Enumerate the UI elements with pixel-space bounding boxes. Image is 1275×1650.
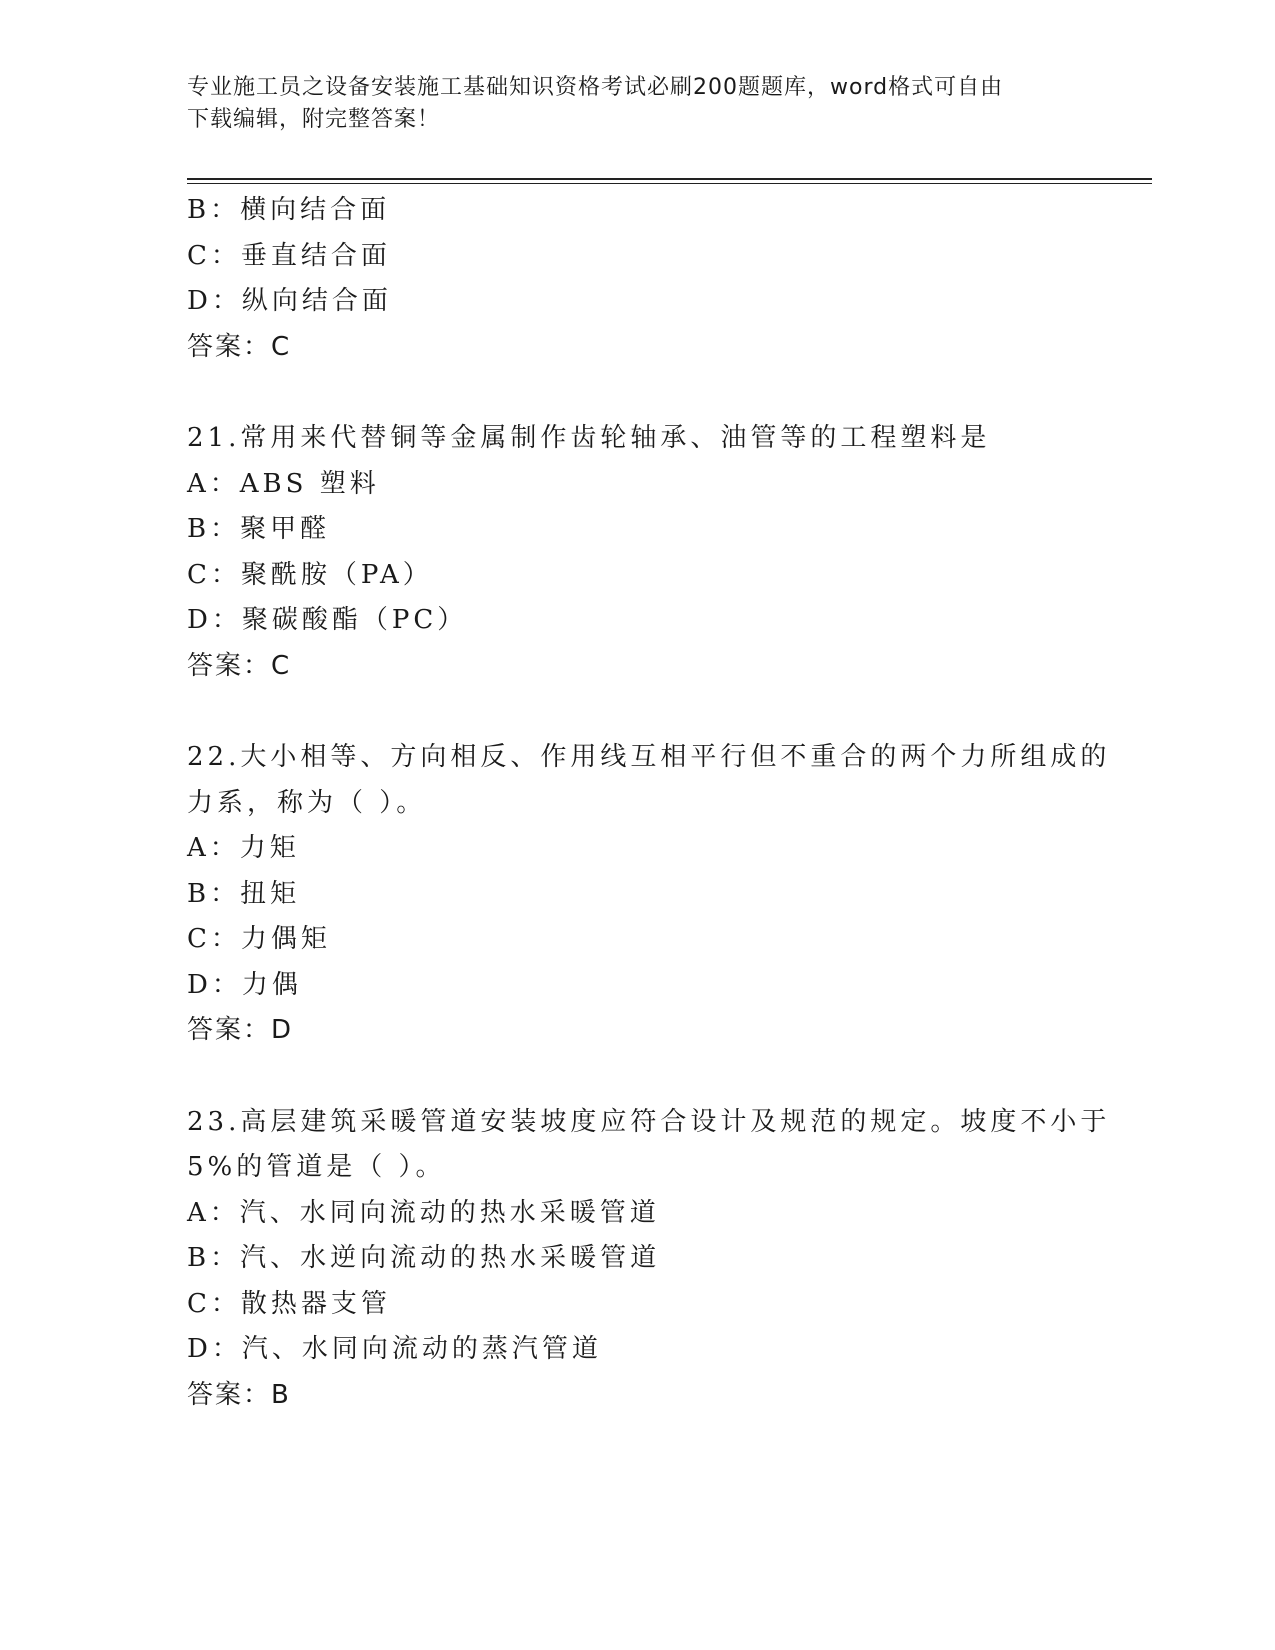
option-c: C：散热器支管 [187, 1288, 391, 1319]
question-stem: 22.大小相等、方向相反、作用线互相平行但不重合的两个力所组成的 [187, 742, 1111, 772]
question-stem: 23.高层建筑采暖管道安装坡度应符合设计及规范的规定。坡度不小于 [187, 1106, 1111, 1137]
question-22 [187, 735, 1111, 1054]
option-d: D：纵向结合面 [187, 286, 392, 316]
question-stem: 21.常用来代替铜等金属制作齿轮轴承、油管等的工程塑料是 [187, 423, 991, 453]
option-a: A：ABS 塑料 [187, 468, 380, 499]
answer-line: 答案：C [187, 650, 292, 681]
option-a: A：汽、水同向流动的热水采暖管道 [187, 1197, 660, 1228]
option-c: C：垂直结合面 [187, 240, 391, 271]
answer-line: 答案：D [187, 1015, 294, 1045]
question-23 [187, 1100, 1111, 1419]
option-a: A：力矩 [187, 833, 300, 863]
question-content [187, 188, 1111, 1418]
option-c: C：聚酰胺（PA） [187, 559, 433, 590]
option-d: D：聚碳酸酯（PC） [187, 605, 468, 635]
header-divider-thin [187, 183, 1152, 184]
previous-question-block [187, 188, 1087, 370]
question-21 [187, 416, 1087, 689]
header-line-2: 下载编辑，附完整答案！ [187, 107, 441, 132]
question-stem-continued: 力系，称为（ ）。 [187, 787, 427, 818]
option-c: C：力偶矩 [187, 924, 331, 954]
option-d: D：汽、水同向流动的蒸汽管道 [187, 1334, 602, 1364]
header-divider-thick [187, 178, 1152, 180]
option-b: B：汽、水逆向流动的热水采暖管道 [187, 1243, 661, 1273]
header-line-1: 专业施工员之设备安装施工基础知识资格考试必刷200题题库，word格式可自由 [187, 75, 1004, 100]
option-b: B：横向结合面 [187, 195, 391, 225]
option-b: B：扭矩 [187, 878, 301, 909]
question-stem-continued: 5%的管道是（ ）。 [187, 1152, 446, 1182]
document-header [187, 72, 1067, 136]
answer-line: 答案：B [187, 1379, 291, 1410]
option-b: B：聚甲醛 [187, 514, 331, 544]
option-d: D：力偶 [187, 969, 302, 1000]
answer-line: 答案：C [187, 331, 292, 362]
